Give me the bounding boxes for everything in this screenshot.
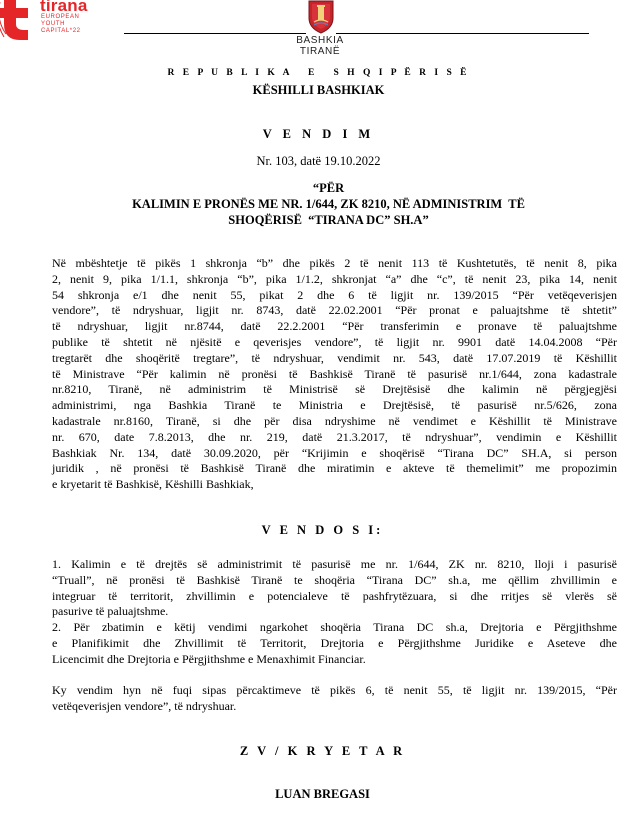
- signature-role: Z V / K R Y E T A R: [239, 744, 406, 758]
- vendosi-heading: V E N D O S I:: [261, 523, 384, 537]
- preamble-line: tregtarët dhe shoqëritë tregtare”, të ndryshuar, vendimit nr. 543, datë 17.07.2019 të Këshillit: [52, 350, 617, 365]
- keshilli-heading: KËSHILLI BASHKIAK: [252, 83, 385, 97]
- decision-title-line3: SHOQËRISË “TIRANA DC” SH.A”: [228, 213, 429, 227]
- preamble-line: administrimi, nga Bashkia Tiranë te Ministria e Drejtësisë, të pasurisë nr.5/626, zona: [52, 398, 617, 413]
- tirana-logo-word: tirana: [40, 0, 88, 15]
- preamble-paragraph: [52, 256, 617, 493]
- header-divider: [124, 33, 589, 34]
- tirana-t-mark-icon: [0, 0, 36, 40]
- tirana-logo-line2: YOUTH: [41, 21, 65, 27]
- preamble-line: e kryetarit të Bashkisë, Këshilli Bashkiak,: [52, 477, 254, 492]
- decision-point-2: [52, 620, 617, 667]
- point-line: integruar të territorit, zhvillimin e potencialeve të pashfrytëzuara, si dhe rritjes së vlerës së: [52, 588, 617, 603]
- closing-line: vetëqeverisjen vendore”, të ndryshuar.: [52, 698, 237, 713]
- point-line: pasurive të paluajtshme.: [52, 604, 169, 619]
- preamble-line: 54 shkronja e/1 dhe nenit 55, pikat 2 dhe 6 të ligjit nr. 139/2015 “Për vetëqeverisjen: [52, 287, 617, 302]
- preamble-line: juridik , në pronësi të Bashkisë Tiranë dhe miratimin e akteve të themelimit” me propozimin: [52, 461, 617, 476]
- point-line: e Planifikimit dhe Zhvillimit të Territorit, Drejtoria e Përgjithshme Juridike e Aseteve dhe: [52, 635, 617, 650]
- decision-title-line2: KALIMIN E PRONËS ME NR. 1/644, ZK 8210, NË ADMINISTRIM TË: [132, 197, 525, 211]
- preamble-line: 2, nenit 9, pika 1/1.1, shkronja “b”, pika 1/1.2, shkronjat “a” dhe “c”, të nenit 23, pika 14, nenit: [52, 271, 617, 286]
- preamble-line: Bashkiak Nr. 134, datë 30.09.2020, për “Krijimin e shoqërisë “Tirana DC” SH.A, si person: [52, 445, 617, 460]
- vendim-heading: V E N D I M: [262, 127, 375, 141]
- preamble-line: Në mbështetje të pikës 1 shkronja “b” dhe pikës 2 të nenit 113 të Kushtetutës, të nenit 8, pika: [52, 256, 617, 270]
- signature-name: LUAN BREGASI: [275, 787, 370, 801]
- tirana-logo-line1: EUROPEAN: [41, 14, 80, 20]
- preamble-line: vendore”, të ndryshuar, ligjit nr. 8743, datë 22.02.2001 “Për pronat e paluajtshme të shtetit”: [52, 303, 617, 318]
- point-line: “Truall”, në pronësi të Bashkisë Tiranë te shoqëria “Tirana DC” sh.a, me qëllim zhvillimin e: [52, 572, 617, 587]
- tirana-logo-line3: CAPITAL*22: [41, 28, 81, 34]
- bashkia-name-line1: BASHKIA: [296, 35, 344, 46]
- point-line: 2. Për zbatimin e këtij vendimi ngarkohet shoqëria Tirana DC sh.a, Drejtoria e Përgjithshme: [52, 620, 617, 634]
- republika-heading: R E P U B L I K A E S H Q I P Ë R I S Ë: [167, 68, 470, 78]
- decision-title-line1: “PËR: [312, 181, 345, 195]
- preamble-line: kadastrale nr.8160, Tiranë, si dhe për disa ndryshime në vendimet e Këshillit të Ministrave: [52, 413, 617, 428]
- bashkia-name-line2: TIRANË: [299, 46, 341, 57]
- closing-paragraph: [52, 683, 617, 715]
- decision-number: Nr. 103, datë 19.10.2022: [256, 154, 381, 168]
- point-line: 1. Kalimin e të drejtës së administrimit të pasurisë me nr. 1/644, ZK nr. 8210, lloji i pasurisë: [52, 557, 617, 571]
- tirana-logo: [0, 0, 120, 42]
- preamble-line: të ndryshuar, ligjit nr.8744, datë 22.2.2001 “Për transferimin e pronave të paluajtshme: [52, 319, 617, 334]
- closing-line: Ky vendim hyn në fuqi sipas përcaktimeve të pikës 6, të nenit 55, të ligjit nr. 139/2015, “Për: [52, 683, 617, 697]
- preamble-line: të Ministrave “Për kalimin në pronësi të Bashkisë Tiranë të pasurisë nr.1/644, zona kadastrale: [52, 366, 617, 381]
- preamble-line: publike të shtetit në njësitë e qeverisjes vendore”, të ligjit nr. 9901 datë 14.04.2008 “Për: [52, 334, 617, 349]
- preamble-line: nr. 670, date 7.8.2013, dhe nr. 219, datë 21.3.2017, të ndryshuar”, vendimin e Këshillit: [52, 429, 617, 444]
- preamble-line: nr.8210, Tiranë, në administrim të Ministrisë së Drejtësisë dhe kalimin në përgjegjësi: [52, 382, 617, 397]
- point-line: Licencimit dhe Drejtoria e Përgjithshme e Menaxhimit Financiar.: [52, 651, 366, 666]
- bashkia-name: [270, 35, 370, 57]
- bashkia-tirane-crest-icon: [306, 0, 336, 34]
- decision-point-1: [52, 557, 617, 620]
